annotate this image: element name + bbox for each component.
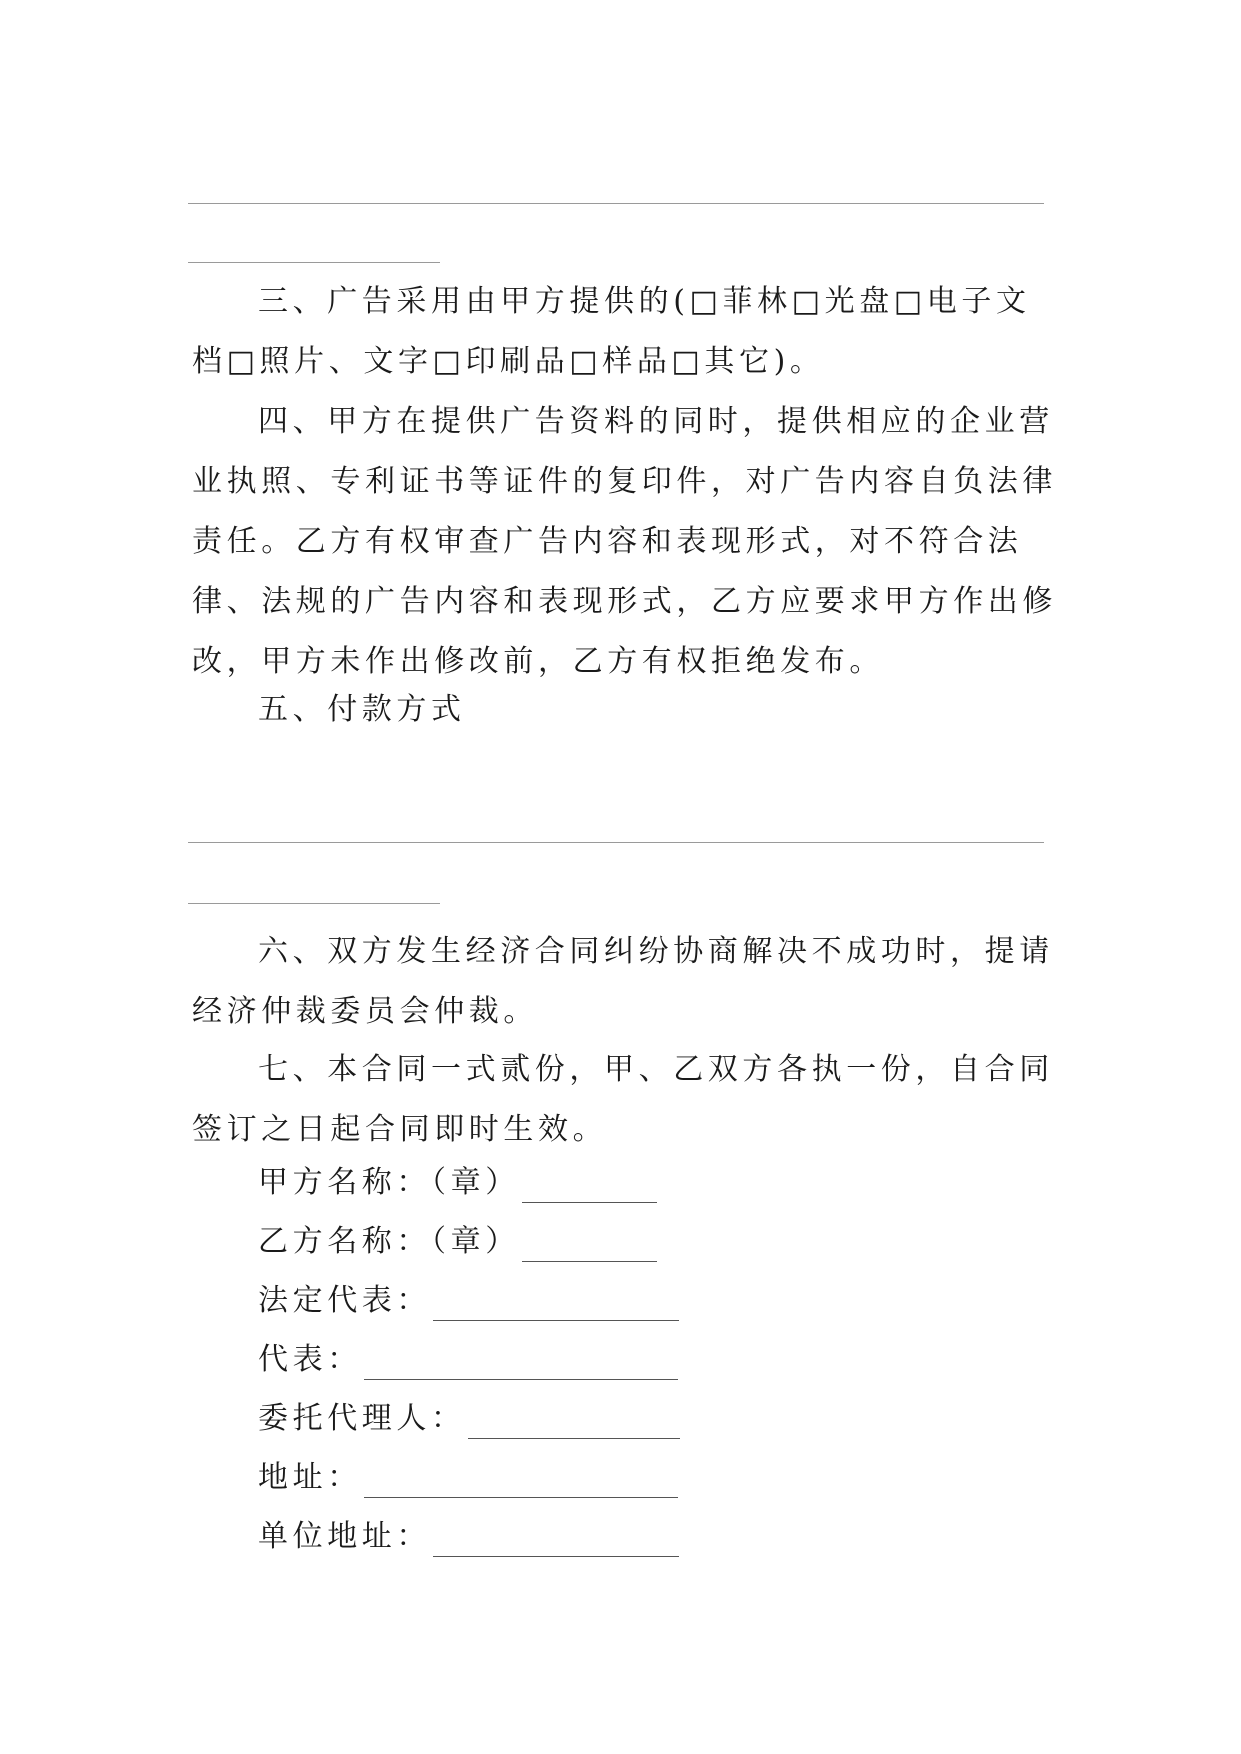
fill-in-line bbox=[188, 262, 440, 263]
signature-field-agent bbox=[258, 1399, 680, 1439]
signature-blank bbox=[433, 1526, 679, 1557]
signature-label: 代表： bbox=[258, 1342, 362, 1377]
signature-field-legal-rep bbox=[258, 1281, 679, 1321]
signature-label: 乙方名称：（章） bbox=[258, 1224, 520, 1259]
signature-label: 地址： bbox=[258, 1460, 362, 1495]
fill-in-line bbox=[188, 842, 1044, 843]
signature-blank bbox=[468, 1408, 680, 1439]
signature-blank bbox=[364, 1467, 678, 1498]
signature-blank bbox=[433, 1290, 679, 1321]
signature-blank bbox=[522, 1231, 657, 1262]
signature-blank bbox=[522, 1172, 657, 1203]
signature-label: 单位地址： bbox=[258, 1519, 431, 1554]
signature-field-representative bbox=[258, 1340, 678, 1380]
signature-field-party-b bbox=[258, 1222, 657, 1262]
signature-label: 法定代表： bbox=[258, 1283, 431, 1318]
clause-six: 六、双方发生经济合同纠纷协商解决不成功时，提请经济仲裁委员会仲裁。 bbox=[192, 934, 1054, 1029]
signature-field-unit-address bbox=[258, 1517, 679, 1557]
fill-in-line bbox=[188, 903, 440, 904]
signature-blank bbox=[364, 1349, 678, 1380]
signature-field-party-a bbox=[258, 1163, 657, 1203]
signature-field-address bbox=[258, 1458, 678, 1498]
fill-in-line bbox=[188, 203, 1044, 204]
signature-label: 甲方名称：（章） bbox=[258, 1165, 520, 1200]
clause-four: 四、甲方在提供广告资料的同时，提供相应的企业营业执照、专利证书等证件的复印件，对广告内容自负法律责任。乙方有权审查广告内容和表现形式，对不符合法律、法规的广告内容和表现形式，乙方应要求甲方作出修改，甲方未作出修改前，乙方有权拒绝发布。 bbox=[192, 404, 1057, 679]
clause-three: 三、广告采用由甲方提供的(□菲林□光盘□电子文档□照片、文字□印刷品□样品□其它)。 bbox=[192, 284, 1031, 379]
clause-five: 五、付款方式 bbox=[258, 692, 466, 727]
signature-label: 委托代理人： bbox=[258, 1401, 466, 1436]
clause-seven: 七、本合同一式贰份，甲、乙双方各执一份，自合同签订之日起合同即时生效。 bbox=[192, 1052, 1054, 1147]
